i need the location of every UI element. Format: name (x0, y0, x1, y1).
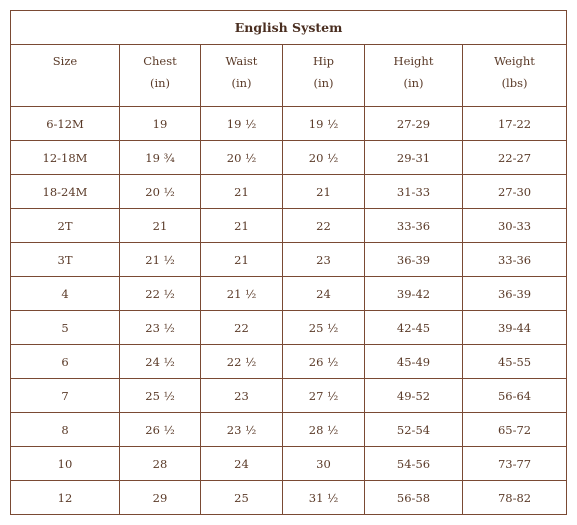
table-row (11, 141, 567, 175)
table-row (11, 277, 567, 311)
cell-chest: 24 ½ (120, 345, 201, 379)
cell-hip: 26 ½ (283, 345, 365, 379)
size-chart-table (10, 10, 567, 515)
cell-chest: 23 ½ (120, 311, 201, 345)
cell-waist: 22 (201, 311, 283, 345)
cell-height: 49-52 (365, 379, 463, 413)
cell-waist: 23 ½ (201, 413, 283, 447)
column-header-label: Waist (225, 54, 258, 68)
column-header-unit: (in) (403, 76, 424, 90)
cell-weight: 30-33 (463, 209, 567, 243)
column-header-label: Hip (312, 54, 335, 68)
column-header-label: Height (393, 54, 434, 68)
cell-waist: 21 (201, 209, 283, 243)
cell-size: 5 (11, 311, 120, 345)
column-header-height (365, 45, 463, 107)
cell-chest: 29 (120, 481, 201, 515)
cell-hip: 28 ½ (283, 413, 365, 447)
table-body (11, 107, 567, 515)
column-header-waist (201, 45, 283, 107)
column-header-unit: (lbs) (501, 76, 528, 90)
cell-chest: 21 (120, 209, 201, 243)
column-header-unit: (in) (313, 76, 334, 90)
column-header-unit: (in) (231, 76, 252, 90)
table-row (11, 209, 567, 243)
cell-waist: 23 (201, 379, 283, 413)
column-header-chest (120, 45, 201, 107)
cell-chest: 21 ½ (120, 243, 201, 277)
cell-height: 42-45 (365, 311, 463, 345)
column-header-hip (283, 45, 365, 107)
cell-height: 45-49 (365, 345, 463, 379)
cell-chest: 25 ½ (120, 379, 201, 413)
cell-height: 54-56 (365, 447, 463, 481)
cell-weight: 78-82 (463, 481, 567, 515)
table-row (11, 447, 567, 481)
table-row (11, 413, 567, 447)
cell-size: 8 (11, 413, 120, 447)
cell-waist: 21 (201, 175, 283, 209)
cell-height: 36-39 (365, 243, 463, 277)
cell-height: 29-31 (365, 141, 463, 175)
cell-chest: 28 (120, 447, 201, 481)
cell-weight: 39-44 (463, 311, 567, 345)
cell-height: 27-29 (365, 107, 463, 141)
cell-size: 2T (11, 209, 120, 243)
header-row (11, 45, 567, 107)
cell-size: 6 (11, 345, 120, 379)
column-header-label: Size (52, 54, 78, 68)
cell-size: 7 (11, 379, 120, 413)
table-title: English System (11, 11, 567, 45)
cell-hip: 27 ½ (283, 379, 365, 413)
cell-chest: 26 ½ (120, 413, 201, 447)
column-header-label: Weight (494, 54, 535, 68)
cell-hip: 19 ½ (283, 107, 365, 141)
cell-size: 4 (11, 277, 120, 311)
cell-weight: 73-77 (463, 447, 567, 481)
cell-waist: 20 ½ (201, 141, 283, 175)
size-chart-container (10, 10, 566, 515)
cell-weight: 27-30 (463, 175, 567, 209)
table-row (11, 345, 567, 379)
cell-weight: 33-36 (463, 243, 567, 277)
cell-hip: 20 ½ (283, 141, 365, 175)
cell-hip: 21 (283, 175, 365, 209)
cell-hip: 25 ½ (283, 311, 365, 345)
cell-weight: 17-22 (463, 107, 567, 141)
cell-hip: 24 (283, 277, 365, 311)
cell-waist: 21 ½ (201, 277, 283, 311)
column-header-size (11, 45, 120, 107)
cell-height: 39-42 (365, 277, 463, 311)
table-row (11, 481, 567, 515)
column-header-label: Chest (143, 54, 177, 68)
column-header-weight (463, 45, 567, 107)
table-row (11, 107, 567, 141)
cell-hip: 23 (283, 243, 365, 277)
cell-chest: 22 ½ (120, 277, 201, 311)
cell-chest: 20 ½ (120, 175, 201, 209)
cell-waist: 24 (201, 447, 283, 481)
cell-size: 18-24M (11, 175, 120, 209)
cell-waist: 25 (201, 481, 283, 515)
cell-height: 31-33 (365, 175, 463, 209)
cell-height: 56-58 (365, 481, 463, 515)
cell-chest: 19 ¾ (120, 141, 201, 175)
cell-waist: 21 (201, 243, 283, 277)
cell-size: 12 (11, 481, 120, 515)
table-row (11, 311, 567, 345)
cell-size: 12-18M (11, 141, 120, 175)
table-row (11, 379, 567, 413)
cell-waist: 22 ½ (201, 345, 283, 379)
cell-weight: 65-72 (463, 413, 567, 447)
cell-height: 33-36 (365, 209, 463, 243)
cell-weight: 36-39 (463, 277, 567, 311)
cell-size: 3T (11, 243, 120, 277)
cell-size: 6-12M (11, 107, 120, 141)
cell-hip: 30 (283, 447, 365, 481)
cell-hip: 31 ½ (283, 481, 365, 515)
table-row (11, 243, 567, 277)
cell-size: 10 (11, 447, 120, 481)
cell-weight: 45-55 (463, 345, 567, 379)
column-header-unit: (in) (149, 76, 171, 90)
cell-height: 52-54 (365, 413, 463, 447)
cell-weight: 22-27 (463, 141, 567, 175)
cell-chest: 19 (120, 107, 201, 141)
table-row (11, 175, 567, 209)
cell-waist: 19 ½ (201, 107, 283, 141)
cell-weight: 56-64 (463, 379, 567, 413)
cell-hip: 22 (283, 209, 365, 243)
